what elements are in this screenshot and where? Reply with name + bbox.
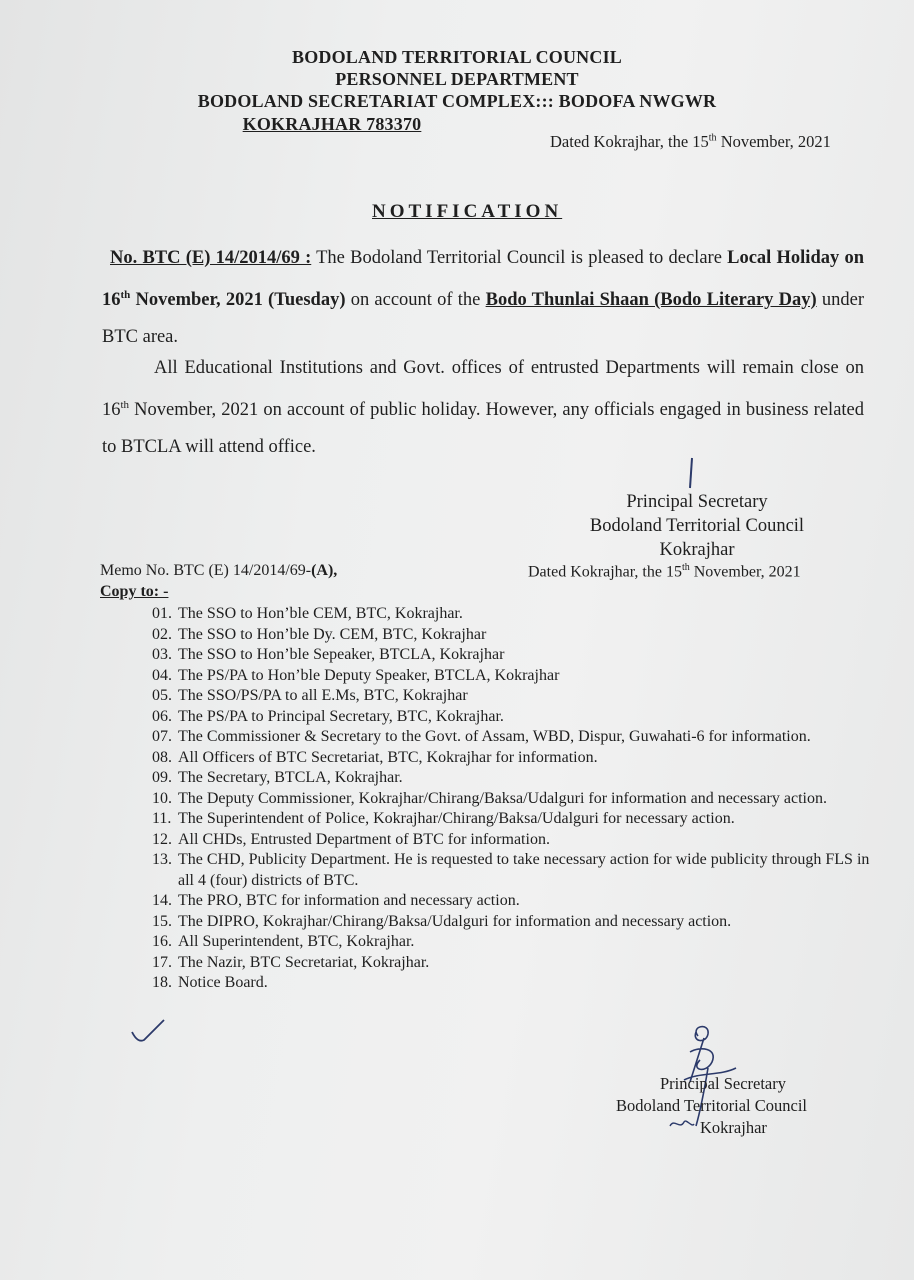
dated-line: Dated Kokrajhar, the 15th November, 2021 [550, 132, 831, 151]
copy-list-number: 04. [152, 666, 172, 684]
copy-list-item [152, 850, 872, 891]
header-city: KOKRAJHAR 783370 [242, 114, 422, 134]
signature-2-title: Principal Secretary [660, 1074, 786, 1093]
signatory-title: Principal Secretary [626, 492, 768, 512]
copy-list-text: The SSO to Hon’ble Sepeaker, BTCLA, Kokrajhar [178, 646, 505, 663]
copy-list-item [152, 912, 872, 933]
signatory-location: Kokrajhar [659, 540, 735, 560]
copy-list-item [152, 891, 872, 912]
header-department: PERSONNEL DEPARTMENT [335, 69, 579, 89]
copy-list-item [152, 625, 872, 646]
copy-list-text: The Commissioner & Secretary to the Govt. of Assam, WBD, Dispur, Guwahati-6 for information. [178, 728, 811, 745]
copy-list-text: The SSO to Hon’ble CEM, BTC, Kokrajhar. [178, 605, 463, 622]
copy-list-number: 18. [152, 974, 172, 991]
copy-list-number: 15. [152, 912, 172, 930]
notification-number: No. BTC (E) 14/2014/69 : [110, 248, 312, 268]
copy-list-number: 09. [152, 769, 172, 786]
copy-list-text: The SSO/PS/PA to all E.Ms, BTC, Kokrajhar [178, 687, 468, 704]
memo-number: Memo No. BTC (E) 14/2014/69-(A), [100, 562, 338, 579]
copy-list-item [152, 604, 872, 625]
copy-list-number: 07. [152, 728, 172, 745]
memo-dated: Dated Kokrajhar, the 15th November, 2021 [528, 562, 801, 581]
copy-list-number: 10. [152, 789, 172, 807]
check-mark [130, 1018, 170, 1046]
copy-list-text: The CHD, Publicity Department. He is requested to take necessary action for wide publicity through FLS in all 4 (four) districts of BTC. [178, 851, 870, 889]
signature-2-location: Kokrajhar [700, 1118, 767, 1137]
signature-block-1 [562, 490, 832, 562]
copy-list-number: 14. [152, 892, 172, 909]
signature-2-organization: Bodoland Territorial Council [616, 1096, 808, 1115]
copy-list-text: The DIPRO, Kokrajhar/Chirang/Baksa/Udalguri for information and necessary action. [178, 912, 732, 930]
copy-list-text: The PRO, BTC for information and necessary action. [178, 892, 520, 909]
copy-list-number: 16. [152, 933, 172, 950]
notification-paragraph-2: All Educational Institutions and Govt. offices of entrusted Departments will remain close on 16th November, 2021 on account of public holiday. However, any officials engaged in business related to BTCLA will attend office. [102, 358, 864, 458]
notification-title: NOTIFICATION [372, 201, 563, 222]
copy-list-text: The Secretary, BTCLA, Kokrajhar. [178, 769, 403, 786]
copy-list-number: 05. [152, 687, 172, 704]
copy-list-text: All CHDs, Entrusted Department of BTC for information. [178, 830, 550, 848]
copy-list-item [152, 973, 872, 994]
signature-stroke [684, 456, 704, 492]
copy-list-number: 17. [152, 953, 172, 971]
copy-list-text: The Superintendent of Police, Kokrajhar/Chirang/Baksa/Udalguri for necessary action. [178, 810, 735, 827]
copy-list-item [152, 789, 872, 810]
copy-list-item [152, 809, 872, 830]
copy-list-item [152, 645, 872, 666]
copy-list-item [152, 748, 872, 769]
header-address: BODOLAND SECRETARIAT COMPLEX::: BODOFA NWGWR [197, 91, 717, 111]
copy-list-item [152, 830, 872, 851]
copy-list-number: 11. [152, 810, 172, 827]
copy-list-number: 01. [152, 605, 172, 622]
copy-list-text: All Officers of BTC Secretariat, BTC, Kokrajhar for information. [178, 748, 598, 766]
copy-list-number: 03. [152, 646, 172, 663]
signatory-organization: Bodoland Territorial Council [589, 516, 805, 536]
copy-list-number: 12. [152, 830, 172, 848]
bodo-literary-day: Bodo Thunlai Shaan (Bodo Literary Day) [485, 290, 817, 311]
copy-list-number: 02. [152, 625, 172, 643]
copy-list-item [152, 666, 872, 687]
copy-list-number: 06. [152, 707, 172, 725]
copy-list-item [152, 932, 872, 953]
copy-list-text: The SSO to Hon’ble Dy. CEM, BTC, Kokrajhar [178, 625, 487, 643]
copy-list-text: The Nazir, BTC Secretariat, Kokrajhar. [178, 953, 430, 971]
copy-list-number: 08. [152, 748, 172, 766]
copy-to-label: Copy to: - [100, 583, 169, 600]
copy-list-number: 13. [152, 851, 172, 868]
copy-list [152, 604, 872, 994]
copy-list-text: All Superintendent, BTC, Kokrajhar. [178, 933, 415, 950]
copy-list-item [152, 686, 872, 707]
copy-list-item [152, 953, 872, 974]
copy-list-item [152, 727, 872, 748]
copy-list-text: Notice Board. [178, 974, 268, 991]
initials-scribble [668, 1116, 696, 1132]
header-council: BODOLAND TERRITORIAL COUNCIL [291, 47, 622, 67]
notification-paragraph-1: No. BTC (E) 14/2014/69 : The Bodoland Territorial Council is pleased to declare Local Holiday on 16th November, 2021 (Tuesday) on account of the Bodo Thunlai Shaan (Bodo Literary Day) under BTC area. [102, 248, 864, 348]
copy-list-text: The PS/PA to Hon’ble Deputy Speaker, BTCLA, Kokrajhar [178, 666, 560, 684]
copy-list-text: The Deputy Commissioner, Kokrajhar/Chirang/Baksa/Udalguri for information and necessary action. [178, 789, 827, 807]
copy-list-item [152, 768, 872, 789]
copy-list-item [152, 707, 872, 728]
copy-list-text: The PS/PA to Principal Secretary, BTC, Kokrajhar. [178, 707, 504, 725]
